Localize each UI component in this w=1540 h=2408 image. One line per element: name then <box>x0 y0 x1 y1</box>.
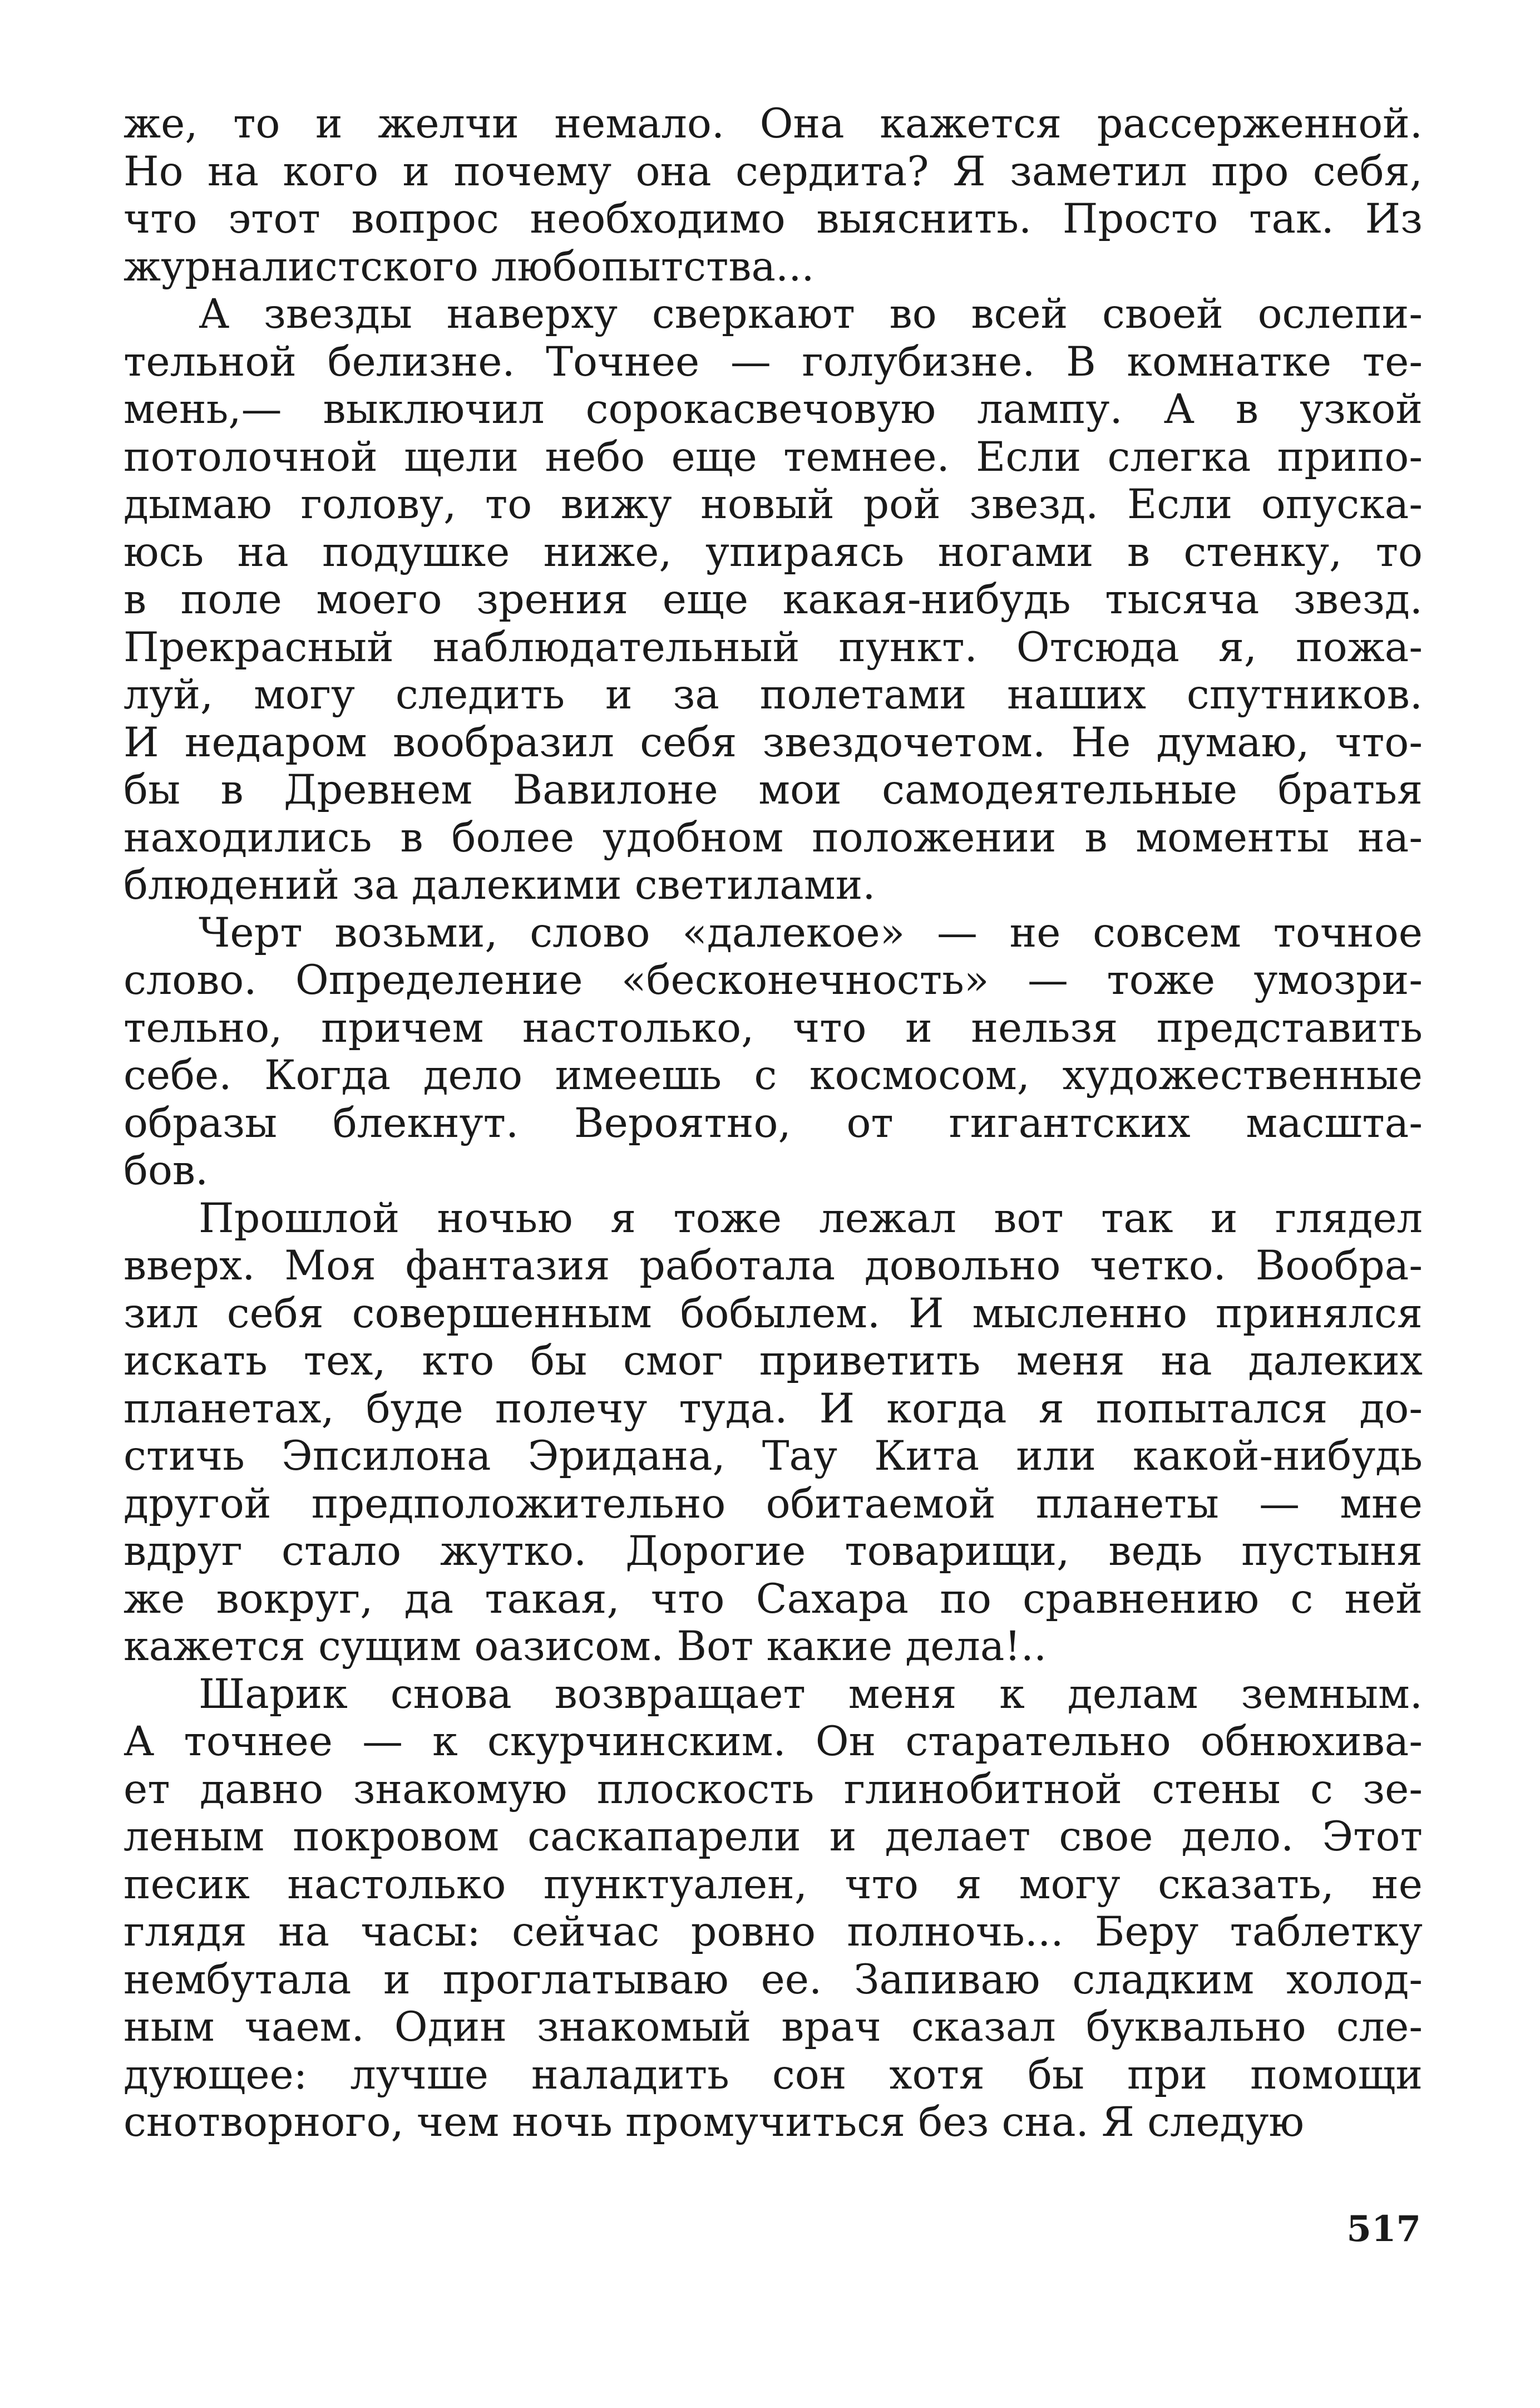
text-line: зил себя совершенным бобылем. И мысленно принялся <box>124 1289 1423 1337</box>
text-line: нембутала и проглатываю ее. Запиваю сладким холод- <box>124 1956 1423 2003</box>
text-line: тельной белизне. Точнее — голубизне. В комнатке те- <box>124 338 1423 386</box>
text-line: потолочной щели небо еще темнее. Если слегка припо- <box>124 433 1423 481</box>
text-line: ет давно знакомую плоскость глинобитной стены с зе- <box>124 1765 1423 1813</box>
body-text <box>124 100 1423 2146</box>
text-line: дующее: лучше наладить сон хотя бы при помощи <box>124 2051 1423 2099</box>
text-line: А точнее — к скурчинским. Он старательно обнюхива- <box>124 1718 1423 1765</box>
text-line: блюдений за далекими светилами. <box>124 861 876 909</box>
text-line: стичь Эпсилона Эридана, Тау Кита или какой-нибудь <box>124 1432 1423 1480</box>
text-line: снотворного, чем ночь промучиться без сна. Я следую <box>124 2099 1305 2146</box>
text-line: А звезды наверху сверкают во всей своей ослепи- <box>199 290 1423 338</box>
text-line: И недаром вообразил себя звездочетом. Не думаю, что- <box>124 718 1423 766</box>
text-line: бы в Древнем Вавилоне мои самодеятельные братья <box>124 766 1423 814</box>
text-line: планетах, буде полечу туда. И когда я попытался до- <box>124 1385 1423 1432</box>
paragraph <box>124 1195 1423 1671</box>
text-line: вверх. Моя фантазия работала довольно четко. Вообра- <box>124 1242 1423 1289</box>
text-line: же, то и желчи немало. Она кажется рассерженной. <box>124 100 1423 147</box>
text-line: леным покровом саскапарели и делает свое дело. Этот <box>124 1813 1423 1860</box>
text-line: что этот вопрос необходимо выяснить. Просто так. Из <box>124 195 1423 243</box>
paragraph <box>124 909 1423 1195</box>
text-line: глядя на часы: сейчас ровно полночь... Беру таблетку <box>124 1908 1423 1956</box>
text-line: дымаю голову, то вижу новый рой звезд. Если опуска- <box>124 481 1423 528</box>
text-line: мень,— выключил сорокасвечовую лампу. А в узкой <box>124 386 1423 433</box>
text-line: Прекрасный наблюдательный пункт. Отсюда я, пожа- <box>124 623 1423 671</box>
text-line: тельно, причем настолько, что и нельзя представить <box>124 1004 1423 1052</box>
text-line: Прошлой ночью я тоже лежал вот так и глядел <box>199 1194 1423 1242</box>
text-line: себе. Когда дело имеешь с космосом, художественные <box>124 1052 1423 1099</box>
text-line: искать тех, кто бы смог приветить меня на далеких <box>124 1337 1423 1385</box>
text-line: же вокруг, да такая, что Сахара по сравнению с ней <box>124 1575 1423 1623</box>
page-number: 517 <box>1346 2208 1421 2250</box>
text-line: находились в более удобном положении в моменты на- <box>124 814 1423 861</box>
text-line: песик настолько пунктуален, что я могу сказать, не <box>124 1860 1423 1908</box>
text-line: журналистского любопытства... <box>124 243 815 290</box>
text-line: ным чаем. Один знакомый врач сказал буквально сле- <box>124 2003 1423 2051</box>
paragraph <box>124 100 1423 290</box>
text-line: слово. Определение «бесконечность» — тоже умозри- <box>124 957 1423 1004</box>
paragraph <box>124 1671 1423 2146</box>
text-line: образы блекнут. Вероятно, от гигантских масшта- <box>124 1099 1423 1147</box>
text-line: кажется сущим оазисом. Вот какие дела!.. <box>124 1623 1047 1670</box>
text-line: вдруг стало жутко. Дорогие товарищи, ведь пустыня <box>124 1528 1423 1575</box>
text-line: в поле моего зрения еще какая-нибудь тысяча звезд. <box>124 576 1423 623</box>
text-line: Черт возьми, слово «далекое» — не совсем точное <box>199 909 1423 957</box>
text-line: Но на кого и почему она сердита? Я заметил про себя, <box>124 147 1423 195</box>
paragraph <box>124 290 1423 909</box>
text-line: юсь на подушке ниже, упираясь ногами в стенку, то <box>124 528 1423 576</box>
text-line: луй, могу следить и за полетами наших спутников. <box>124 671 1423 718</box>
text-line: Шарик снова возвращает меня к делам земным. <box>199 1670 1423 1718</box>
text-line: другой предположительно обитаемой планеты — мне <box>124 1480 1423 1528</box>
text-line: бов. <box>124 1147 209 1194</box>
